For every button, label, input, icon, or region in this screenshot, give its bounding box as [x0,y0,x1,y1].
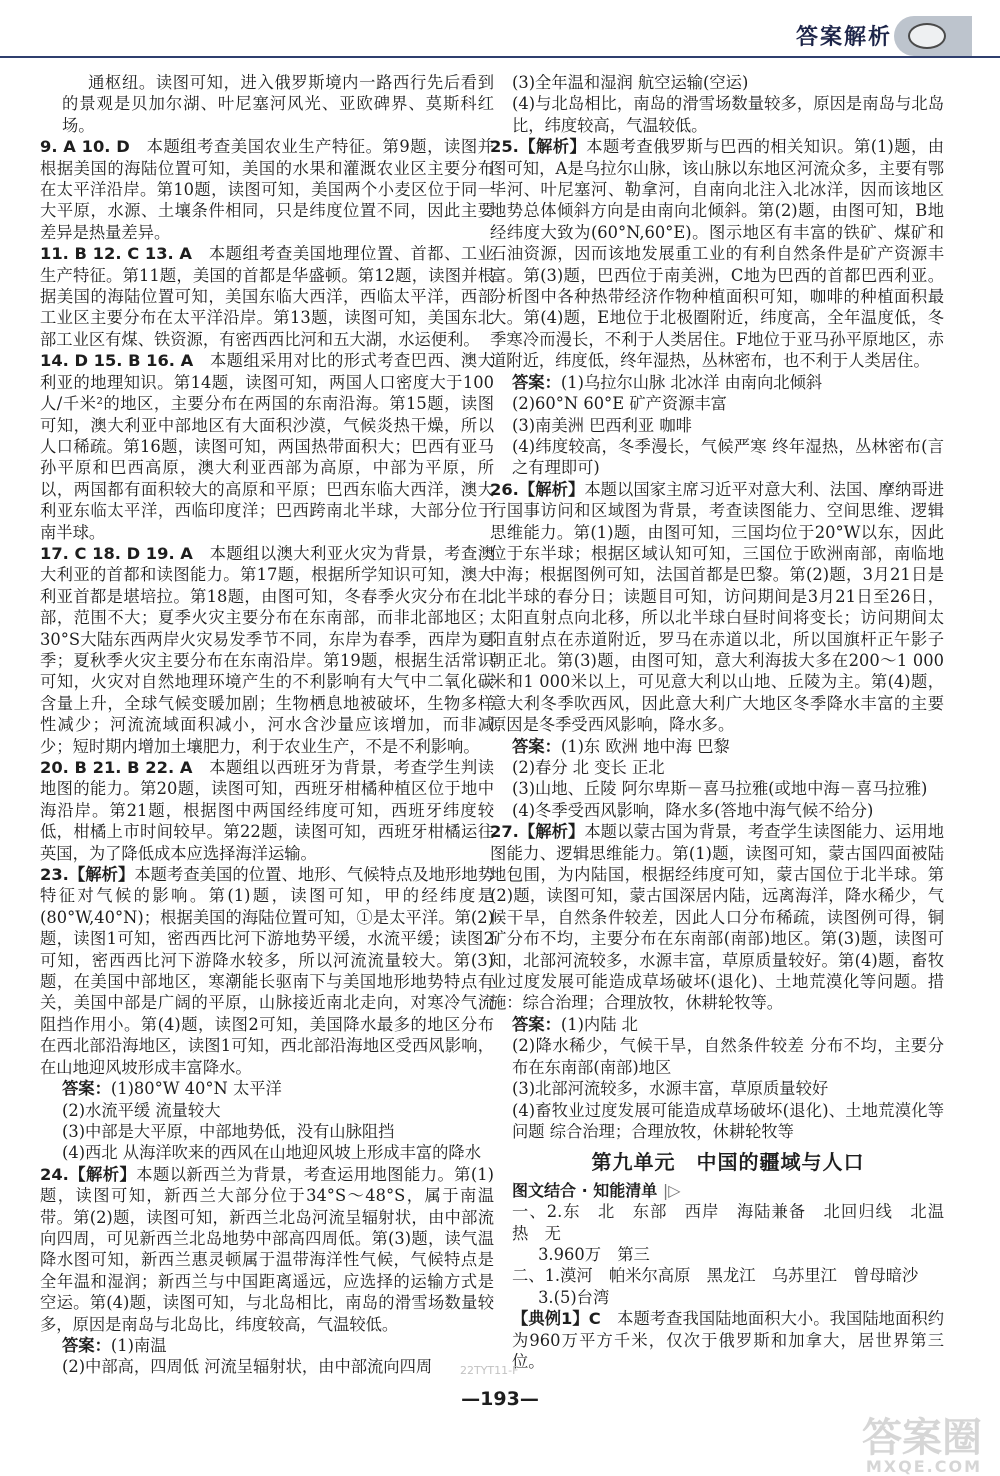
paragraph-text: 本题以国家主席习近平对意大利、法国、摩纳哥进行国事访问和区域图为背景，考查读图能力、空间思维、逻辑思维能力。第(1)题，由图可知，三国均位于20°W以东，因此位于东半球；根据区域认知可知，三国位于欧洲南部，南临地中海；根据图例可知，法国首都是巴黎。第(2)题，3月21日是北半球的春分日；读题目可知，访问期间是3月21日至26日，太阳直射点向北移，所以北半球白昼时间将变长；访问期间太阳直射点在赤道附近，罗马在赤道以北，所以国旗杆正午影子朝正北。第(3)题，由图可知，意大利海拔大多在200～1 000米和1 000米以上，可见意大利以山地、丘陵为主。第(4)题，意大利冬季吹西风，因此意大利广大地区冬季降水丰富的主要原因是冬季受西风影响，降水多。 [490,479,944,735]
paragraph-text: (2)春分 北 变长 正北 [512,758,665,777]
paragraph-text: 本题组以澳大利亚火灾为背景，考查澳大利亚的首都和读图能力。第17题，根据所学知识可知，澳大利亚首都是堪培拉。第18题，由图可知，冬春季火灾分布在北部，范围不大；夏季火灾主要分布在东南部，而非北部地区；30°S大陆东西两岸火灾易发季节不同，东岸为春季，西岸为夏季；夏秋季火灾主要分布在东南沿岸。第19题，根据生活常识可知，火灾对自然地理环境产生的不利影响有大气中二氧化碳含量上升，全球气候变暖加剧；生物栖息地被破坏，生物多样性减少；河流流域面积减小，河水含沙量应该增加，而非减少；短时期内增加土壤肥力，利于农业生产，不是不利影响。 [40,543,494,756]
paragraph-text: 本题以新西兰为背景，考查运用地图能力。第(1)题，读图可知，新西兰大部分位于34°S～48°S，属于南温带。第(2)题，读图可知，新西兰北岛河流呈辐射状，由中部流向四周，可见新西兰北岛地势中部高四周低。第(3)题，读气温降水图可知，新西兰惠灵顿属于温带海洋性气候，气候特点是全年温和湿润；新西兰与中国距离遥远，应选择的运输方式是空运。第(4)题，读图可知，与北岛相比，南岛的滑雪场数量较多，原因是南岛与北岛比，纬度较高，气温较低。 [40,1164,494,1334]
paragraph-text: (1)南温 [110,1335,167,1355]
answer-choice: A [179,244,193,264]
answer-label: 答案： [62,1079,111,1099]
question-number: 9. [40,137,58,157]
answer-paragraph [512,415,944,436]
question-number: 19. [145,543,175,563]
paragraph-text: (2)中部高，四周低 河流呈辐射状，由中部流向四周 [62,1357,433,1377]
answer-paragraph [62,1121,494,1142]
paragraph-text: 本题组以西班牙为背景，考查学生判读地图的能力。第20题，读图可知，西班牙柑橘种植区位于地中海沿岸。第21题，根据图中两国经纬度可知，西班牙纬度较低，柑橘上市时间较早。第22题，读图可知，西班牙柑橘运往英国，为了降低成本应选择海洋运输。 [40,758,494,863]
answer-choice: A [180,351,194,371]
answer-paragraph [40,243,494,350]
answer-paragraph [62,1142,494,1163]
unit-line: 二、1.漠河 帕米尔高原 黑龙江 乌苏里江 曾母暗沙 [512,1266,919,1286]
answer-paragraph [62,1335,494,1356]
question-number: 12. [92,244,122,264]
answer-paragraph [62,1078,494,1099]
answer-paragraph [62,1356,494,1377]
question-number: 23. [40,865,69,885]
unit-line: 3.(5)台湾 [538,1287,610,1307]
answer-paragraph [512,372,944,393]
paragraph-text: 本题考查美国的位置、地形、气候特点及地形地势特征对气候的影响。第(1)题，读图可知，甲的经纬度是(80°W,40°N)；根据美国的海陆位置可知，①是太平洋。第(2)题，读图1可知，密西西比河下游地势平缓，水流平缓；读图2可知，密西西比河下游降水较多，所以河流流量较大。第(3)题，在美国中部地区，寒潮能长驱南下与美国地形地势特点有关，美国中部是广阔的平原，山脉接近南北走向，对寒冷气流阻挡作用小。第(4)题，读图2可知，美国降水最多的地区分布在西北部沿海地区，读图1可知，西北部沿海地区受西风影响，在山地迎风坡形成丰富降水。 [40,865,494,1077]
right-column-items [490,72,944,1142]
answer-paragraph [490,479,944,736]
answer-paragraph [40,1164,494,1335]
answer-label: 答案： [512,372,561,392]
analysis-tag: 【解析】 [68,865,135,885]
answer-paragraph [512,393,944,414]
answer-choice: C [74,543,87,563]
unit-line: 3.960万 第三 [538,1244,650,1264]
paragraph-text: (4)西北 从海洋吹来的西风在山地迎风坡上形成丰富的降水 [62,1143,481,1163]
paragraph-text: (1)80°W 40°N 太平洋 [110,1079,282,1099]
answer-choice: A [179,758,193,777]
question-number: 14. [40,351,69,371]
paragraph-text: 本题组采用对比的形式考查巴西、澳大利亚的地理知识。第14题，读图可知，两国人口密度大于100人/千米²的地区，主要分布在两国的东南沿海。第15题，读图可知，澳大利亚中部地区有大面积沙漠，气候炎热干燥，所以人口稀疏。第16题，读图可知，两国热带面积大；巴西有亚马孙平原和巴西高原，澳大利亚西部为高原，中部为平原，所以，两国都有面积较大的高原和平原；巴西东临大西洋，澳大利亚东临太平洋，西临印度洋；巴西跨南北半球，大部分位于南半球。 [40,351,494,542]
question-number: 21. [92,758,122,777]
paragraph-text: (2)水流平缓 流量较大 [62,1100,221,1120]
answer-choice: B [127,758,140,777]
answer-paragraph [40,864,494,1078]
answer-paragraph [512,72,944,93]
question-number: 27. [490,822,519,842]
paragraph-text: (1)内陆 北 [560,1014,638,1034]
question-number: 24. [40,1164,69,1184]
paragraph-text: 本题组考查美国农业生产特征。第9题，读图并根据美国的海陆位置可知，美国的水果和灌溉农业区主要分布在太平洋沿岸。第10题，读图可知，美国两个小麦区位于同一大平原，水源、土壤条件相同，只是纬度位置不同，因此主要差异是热量差异。 [40,137,494,242]
unit-line: 一、2.东 北 东部 西岸 海陆兼备 北回归线 北温 热 无 [512,1202,961,1243]
paragraph-text: (2)60°N 60°E 矿产资源丰富 [512,394,727,414]
answer-paragraph [512,1035,944,1078]
paragraph-text: (3)北部河流较多，水源丰富，草原质量较好 [512,1079,829,1099]
answer-choice: B [128,351,141,371]
answer-label: 答案： [512,736,561,756]
answer-paragraph [40,757,494,864]
paragraph-text: 本题组考查美国地理位置、首都、工业生产特征。第11题，美国的首都是华盛顿。第12题，读图并根据美国的海陆位置可知，美国东临大西洋，西临太平洋，西部工业区主要分布在太平洋沿岸。第13题，读图可知，美国东北部工业区有煤、铁资源，有密西西比河和五大湖，水运便利。 [40,244,494,349]
example-paragraph [512,1308,944,1372]
question-number: 20. [40,758,69,777]
answer-paragraph [40,350,494,543]
answer-paragraph [512,436,944,479]
unit-subtitle-text: 图文结合 · 知能清单 [512,1180,658,1200]
paragraph-text: (3)山地、丘陵 阿尔卑斯－喜马拉雅(或地中海－喜马拉雅) [512,779,928,799]
paragraph-text: (4)畜牧业过度发展可能造成草场破坏(退化)、土地荒漠化等问题 综合治理；合理放牧，休耕轮牧等 [512,1100,944,1141]
paragraph-text: (2)降水稀少，气候干旱，自然条件较差 分布不均，主要分布在东南部(南部)地区 [512,1036,944,1077]
paragraph-text: (3)中部是大平原，中部地势低，没有山脉阻挡 [62,1121,395,1141]
eye-emblem-icon [908,23,946,49]
answer-label: 答案： [512,1014,561,1034]
header-emblem [894,16,972,56]
answer-paragraph [512,778,944,799]
paragraph-text: (3)南美洲 巴西利亚 咖啡 [512,415,692,435]
answer-choice: A [180,543,193,563]
page-code: 22TYT11-F [460,1364,519,1377]
answer-paragraph [512,736,944,757]
answer-paragraph [62,72,494,136]
question-number: 11. [40,244,69,264]
header-rule [0,56,1000,58]
question-number: 26. [490,479,519,499]
answer-choice: B [74,758,87,777]
paragraph-text: (1)乌拉尔山脉 北冰洋 由南向北倾斜 [560,372,823,392]
question-number: 25. [490,137,519,157]
question-number: 16. [146,351,175,371]
subtitle-arrow-icon: |▷ [662,1180,681,1200]
analysis-tag: 【解析】 [518,479,585,499]
answer-paragraph [512,93,944,136]
unit-subtitle [512,1180,944,1201]
paragraph-text: (1)东 欧洲 地中海 巴黎 [560,736,730,756]
answer-choice: D [74,351,88,371]
analysis-tag: 【解析】 [518,822,585,842]
right-column [490,72,961,1372]
paragraph-text: 本题以蒙古国为背景，考查学生读图能力、运用地图能力、逻辑思维能力。第(1)题，读图可知，蒙古国四面被陆地包围，为内陆国，根据经纬度可知，蒙古国位于北半球。第(2)题，读图可知，蒙古国深居内陆，远离海洋，降水稀少，气候干旱，自然条件较差，因此人口分布稀疏，读图例可得，铜矿分布不均，主要分布在东南部(南部)地区。第(3)题，读图可知，北部河流较多，水源丰富，草原质量较好。第(4)题，畜牧业过度发展可能造成草场破坏(退化)、土地荒漠化等问题。措施：综合治理；合理放牧，休耕轮牧等。 [490,822,944,1013]
answer-label: 答案： [62,1335,111,1355]
paragraph-text: (4)纬度较高，冬季漫长，气候严寒 终年湿热，丛林密布(言之有理即可) [512,436,944,478]
page-number: —193— [461,1388,539,1410]
example-tag: 【典例1】 [512,1309,589,1329]
question-number: 13. [144,244,174,264]
answer-paragraph [40,543,494,757]
analysis-tag: 【解析】 [518,137,587,157]
example-answer: C [588,1309,601,1329]
answer-choice: D [116,137,130,157]
answer-paragraph [512,800,944,821]
left-column [40,72,494,1378]
paragraph-text: (4)冬季受西风影响，降水多(答地中海气候不给分) [512,800,874,820]
paragraph-text: (4)与北岛相比，南岛的滑雪场数量较多，原因是南岛与北岛比，纬度较高，气温较低。 [512,94,944,135]
answer-choice: B [74,244,87,264]
answer-paragraph [512,1014,944,1035]
header-title: 答案解析 [795,25,892,50]
watermark-line-1: 答案圈 [862,1415,982,1461]
unit-title: 第九单元 中国的疆域与人口 [591,1150,865,1175]
answer-choice: C [127,244,140,264]
page-header [0,0,1000,66]
question-number: 18. [92,543,121,563]
answer-paragraph [62,1100,494,1121]
watermark-line-2: MXQE.COM [865,1457,982,1476]
answer-paragraph [512,757,944,778]
analysis-tag: 【解析】 [68,1164,137,1184]
question-number: 22. [145,758,175,777]
paragraph-text: (3)全年温和湿润 航空运输(空运) [512,73,749,92]
paragraph-text: 本题考查俄罗斯与巴西的相关知识。第(1)题，由图可知，A是乌拉尔山脉，该山脉以东地区河流众多，主要有鄂毕河、叶尼塞河、勒拿河，自南向北注入北冰洋，因而该地区地势总体倾斜方向是由南向北倾斜。第(2)题，由图可知，B地经纬度大致为(60°N,60°E)。图示地区有丰富的铁矿、煤矿和石油资源，因而该地发展重工业的有利自然条件是矿产资源丰富。第(3)题，巴西位于南美洲，C地为巴西的首都巴西利亚。分析图中各种热带经济作物种植面积可知，咖啡的种植面积最大。第(4)题，E地位于北极圈附近，纬度高，全年温度低，冬季寒冷而漫长，不利于人类居住。F地位于亚马孙平原地区，赤道附近，纬度低，终年湿热，丛林密布，也不利于人类居住。 [490,137,944,371]
question-number: 15. [93,351,123,371]
answer-paragraph [490,136,944,371]
example-text: 本题考查我国陆地面积大小。我国陆地面积约为960万平方千米，仅次于俄罗斯和加拿大，居世界第三位。 [512,1309,944,1371]
answer-paragraph [40,136,494,243]
answer-paragraph [512,1100,944,1143]
answer-paragraph [512,1078,944,1099]
paragraph-text: 通枢纽。读图可知，进入俄罗斯境内一路西行先后看到的景观是贝加尔湖、叶尼塞河风光、亚欧碑界、莫斯科红场。 [62,73,494,135]
answer-choice: A [63,137,76,157]
answer-choice: D [126,543,141,563]
question-number: 10. [81,137,111,157]
answer-paragraph [490,821,944,1014]
question-number: 17. [40,543,69,563]
watermark-logo [862,1415,982,1476]
